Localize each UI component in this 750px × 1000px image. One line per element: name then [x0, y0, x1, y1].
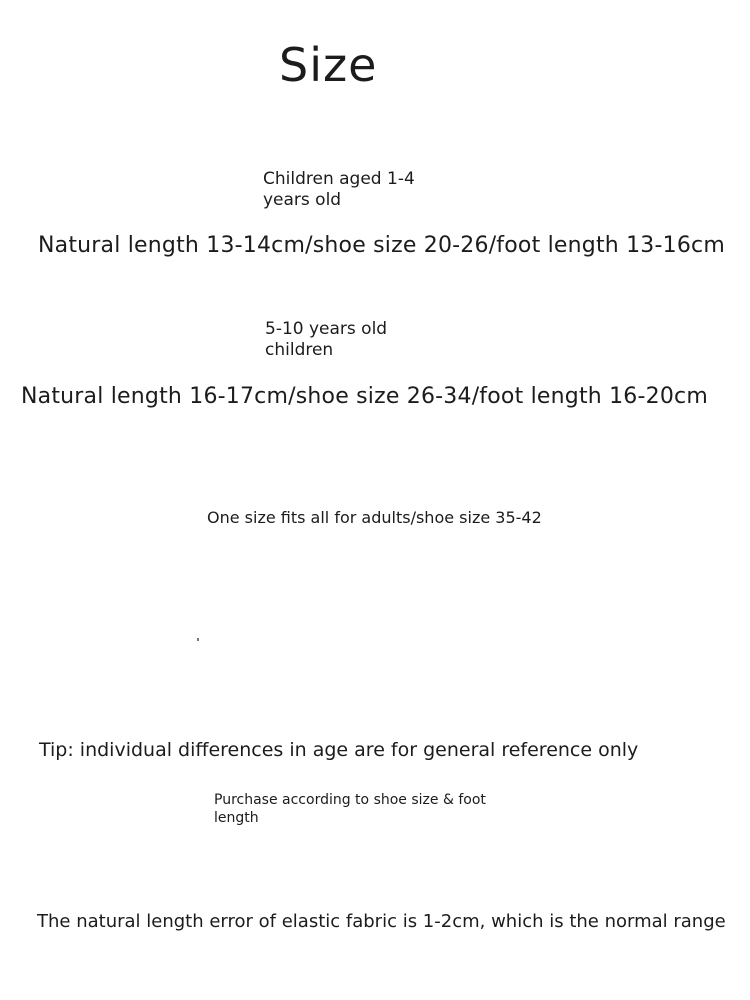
purchase-note: Purchase according to shoe size & foot length [214, 792, 486, 826]
page-title: Size [279, 38, 378, 92]
elastic-error-note: The natural length error of elastic fabric is 1-2cm, which is the normal range [37, 911, 726, 932]
adult-size-note: One size fits all for adults/shoe size 35-42 [207, 508, 542, 527]
age-group-label-1-4: Children aged 1-4 years old [263, 169, 415, 210]
age-group-label-5-10: 5-10 years old children [265, 319, 388, 360]
size-spec-1-4: Natural length 13-14cm/shoe size 20-26/foot length 13-16cm [38, 233, 725, 258]
size-spec-5-10: Natural length 16-17cm/shoe size 26-34/foot length 16-20cm [21, 384, 708, 409]
stray-dot [197, 638, 199, 641]
tip-note: Tip: individual differences in age are for general reference only [39, 739, 639, 761]
